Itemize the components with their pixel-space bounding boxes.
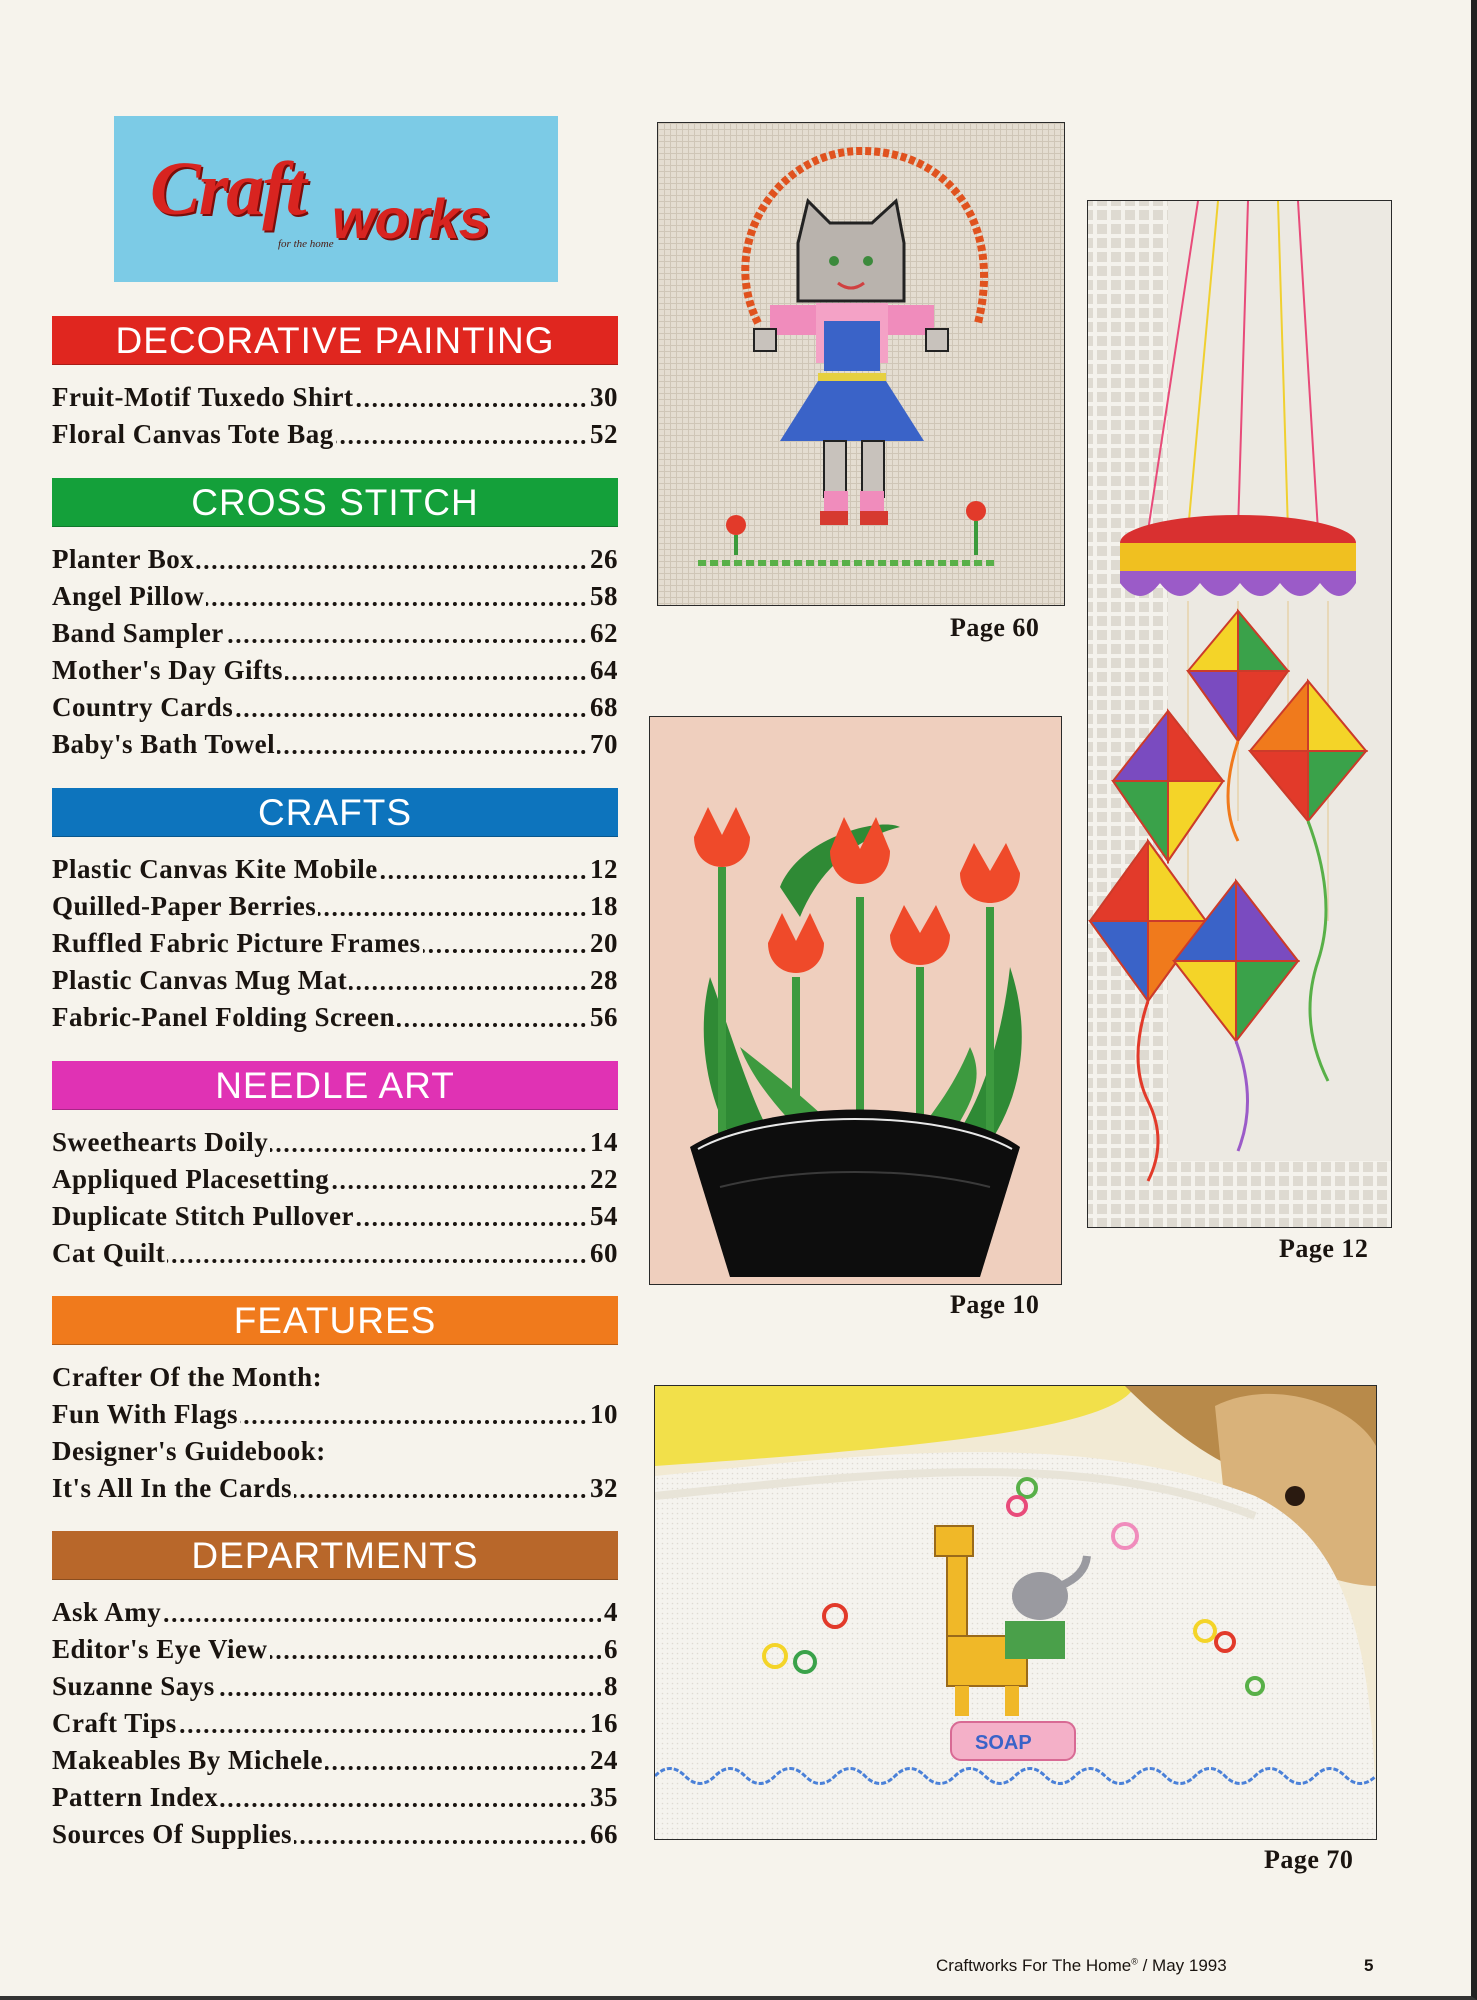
bath-towel-photo [654,1385,1377,1840]
entry-page: 28 [587,962,618,999]
entry-title: Ask Amy [52,1597,162,1627]
entry-page: 4 [601,1594,618,1631]
entry-title: Baby's Bath Towel [52,729,276,759]
entry-list [52,1124,618,1272]
toc-entry[interactable] [52,1594,618,1631]
entry-page: 66 [587,1816,618,1853]
entry-page: 8 [601,1668,618,1705]
entry-page: 64 [587,652,618,689]
entry-list [52,379,618,453]
entry-page: 52 [587,416,618,453]
entry-title: Plastic Canvas Mug Mat [52,965,348,995]
entry-list [52,1359,618,1507]
toc-entry-heading [52,1359,618,1396]
logo-craft-text: Craft [150,147,305,231]
entry-title: Planter Box [52,544,195,574]
entry-title: Duplicate Stitch Pullover [52,1201,354,1231]
toc-entry[interactable] [52,888,618,925]
entry-page: 60 [587,1235,618,1272]
registered-mark: ® [1131,1956,1138,1967]
caption-towel: Page 70 [1264,1845,1354,1874]
entry-title: Band Sampler [52,618,224,648]
entry-title: Country Cards [52,692,234,722]
entry-list [52,541,618,763]
entry-title: Fun With Flags [52,1399,239,1429]
entry-title: Designer's Guidebook: [52,1436,326,1466]
footer-publication: Craftworks For The Home [936,1956,1132,1975]
toc-entry[interactable] [52,726,618,763]
section-banner: FEATURES [52,1296,618,1345]
entry-title: Floral Canvas Tote Bag [52,419,334,449]
logo-subtitle: for the home [278,238,334,250]
entry-title: Angel Pillow [52,581,205,611]
entry-page: 22 [587,1161,618,1198]
entry-title: Editor's Eye View [52,1634,268,1664]
entry-title: Cat Quilt [52,1238,166,1268]
entry-page: 70 [587,726,618,763]
section-banner: CROSS STITCH [52,478,618,527]
tulip-applique-photo [649,716,1062,1285]
entry-title: Fruit-Motif Tuxedo Shirt [52,382,354,412]
section-crafts [52,788,618,1036]
toc-entry[interactable] [52,1668,618,1705]
entry-title: It's All In the Cards [52,1473,293,1503]
caption-cat: Page 60 [950,613,1040,642]
entry-title: Plastic Canvas Kite Mobile [52,854,378,884]
entry-page: 56 [587,999,618,1036]
entry-title: Suzanne Says [52,1671,215,1701]
entry-title: Ruffled Fabric Picture Frames [52,928,421,958]
entry-page: 68 [587,689,618,726]
section-cross-stitch [52,478,618,763]
kite-mobile-photo [1087,200,1392,1228]
entry-title: Quilled-Paper Berries [52,891,317,921]
soap-label: SOAP [975,1732,1032,1754]
toc-entry[interactable] [52,1631,618,1668]
entry-title: Sweethearts Doily [52,1127,269,1157]
toc-entry[interactable] [52,541,618,578]
toc-entry[interactable] [52,689,618,726]
toc-entry[interactable] [52,379,618,416]
entry-page: 30 [587,379,618,416]
section-banner: DECORATIVE PAINTING [52,316,618,365]
toc-entry[interactable] [52,1705,618,1742]
toc-entry[interactable] [52,1470,618,1507]
toc-entry[interactable] [52,652,618,689]
toc-entry[interactable] [52,1235,618,1272]
entry-page: 62 [587,615,618,652]
footer-date: / May 1993 [1137,1956,1227,1975]
section-features [52,1296,618,1507]
entry-title: Mother's Day Gifts [52,655,283,685]
entry-page: 16 [587,1705,618,1742]
entry-list [52,1594,618,1853]
entry-page: 14 [587,1124,618,1161]
craftworks-logo [114,116,558,282]
toc-entry-heading [52,1433,618,1470]
toc-entry[interactable] [52,416,618,453]
entry-page: 26 [587,541,618,578]
toc-entry[interactable] [52,962,618,999]
section-banner: DEPARTMENTS [52,1531,618,1580]
entry-page: 10 [587,1396,618,1433]
entry-page: 32 [587,1470,618,1507]
toc-entry[interactable] [52,1124,618,1161]
cat-cross-stitch-photo [657,122,1065,606]
entry-title: Makeables By Michele [52,1745,323,1775]
section-banner: CRAFTS [52,788,618,837]
section-decorative-painting [52,316,618,453]
toc-entry[interactable] [52,1742,618,1779]
toc-entry[interactable] [52,1161,618,1198]
toc-entry[interactable] [52,1816,618,1853]
entry-title: Appliqued Placesetting [52,1164,330,1194]
entry-list [52,851,618,1036]
toc-entry[interactable] [52,615,618,652]
page-number: 5 [1364,1956,1374,1975]
section-banner: NEEDLE ART [52,1061,618,1110]
toc-entry[interactable] [52,851,618,888]
entry-title: Craft Tips [52,1708,177,1738]
entry-title: Sources Of Supplies [52,1819,293,1849]
entry-page: 58 [587,578,618,615]
section-departments [52,1531,618,1853]
toc-entry[interactable] [52,1779,618,1816]
entry-page: 54 [587,1198,618,1235]
entry-page: 6 [601,1631,618,1668]
toc-entry[interactable] [52,578,618,615]
entry-page: 12 [587,851,618,888]
entry-page: 35 [587,1779,618,1816]
logo-works-text: works [332,187,489,250]
entry-title: Fabric-Panel Folding Screen [52,1002,395,1032]
page-footer [936,1956,1227,1976]
section-needle-art [52,1061,618,1272]
entry-title: Pattern Index [52,1782,219,1812]
entry-page: 24 [587,1742,618,1779]
toc-entry[interactable] [52,1198,618,1235]
entry-page: 20 [587,925,618,962]
caption-kites: Page 12 [1279,1234,1369,1263]
toc-entry[interactable] [52,1396,618,1433]
toc-entry[interactable] [52,925,618,962]
entry-title: Crafter Of the Month: [52,1362,323,1392]
caption-tulips: Page 10 [950,1290,1040,1319]
toc-entry[interactable] [52,999,618,1036]
entry-page: 18 [587,888,618,925]
